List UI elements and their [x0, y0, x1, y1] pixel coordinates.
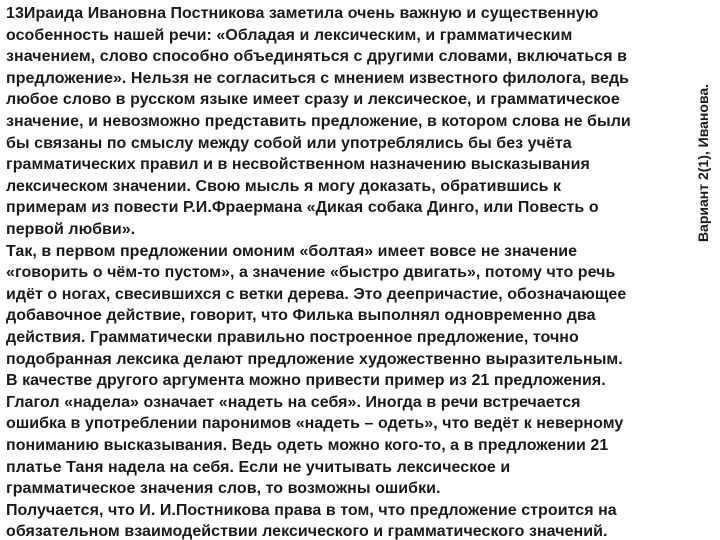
essay-line: обязательном взаимодействии лексического и грамматического значений.: [6, 523, 608, 540]
essay-line: Глагол «надела» означает «надеть на себя». Иногда в речи встречается: [6, 393, 581, 411]
essay-line: платье Таня надела на себя. Если не учитывать лексическое и: [6, 458, 511, 476]
essay-line: примерам из повести Р.И.Фраермана «Дикая собака Динго, или Повесть о: [6, 199, 599, 217]
essay-line: Получается, что И. И.Постникова права в том, что предложение строится на: [6, 501, 617, 519]
variant-label: [688, 8, 718, 318]
essay-line: первой любви».: [6, 221, 136, 238]
essay-line: 13Ираида Ивановна Постникова заметила очень важную и существенную: [6, 5, 599, 22]
essay-line: подобранная лексика делают предложение художественно выразительным.: [6, 350, 623, 368]
essay-line: В качестве другого аргумента можно привести пример из 21 предложения.: [6, 372, 606, 390]
essay-line: лексическом значении. Свою мысль я могу доказать, обратившись к: [6, 177, 562, 195]
essay-line: любое слово в русском языке имеет сразу и лексическое, и грамматическое: [6, 91, 620, 109]
essay-line: ошибка в употреблении паронимов «надеть – одеть», что ведёт к неверному: [6, 415, 624, 433]
essay-line: грамматических правил и в несвойственном назначению высказывания: [6, 156, 590, 174]
essay-line: пониманию высказывания. Ведь одеть можно кого-то, а в предложении 21: [6, 437, 609, 454]
essay-line: Так, в первом предложении омоним «болтая» имеет вовсе не значение: [6, 242, 578, 260]
essay-line: действия. Грамматически правильно построенное предложение, точно: [6, 329, 579, 346]
essay-line: предложение». Нельзя не согласиться с мнением известного филолога, ведь: [6, 69, 630, 87]
variant-label-text: Вариант 2(1), Иванова.: [695, 83, 712, 243]
essay-line: грамматическое значения слов, то возможны ошибки.: [6, 480, 441, 498]
essay-line: значением, слово способно объединяться с другими словами, включаться в: [6, 48, 628, 66]
essay-line: бы связаны по смыслу между собой или употреблялись бы без учёта: [6, 134, 572, 152]
essay-line: «говорить о чём-то пустом», а значение «быстро двигать», потому что речь: [6, 264, 616, 282]
essay-line: особенность нашей речи: «Обладая и лексическим, и грамматическим: [6, 26, 573, 44]
essay-line: добавочное действие, говорит, что Филька выполнял одновременно два: [6, 307, 596, 325]
essay-line: идёт о ногах, свесившихся с ветки дерева. Это деепричастие, обозначающее: [6, 285, 627, 303]
essay-line: значение, и невозможно представить предложение, в котором слова не были: [6, 113, 631, 130]
